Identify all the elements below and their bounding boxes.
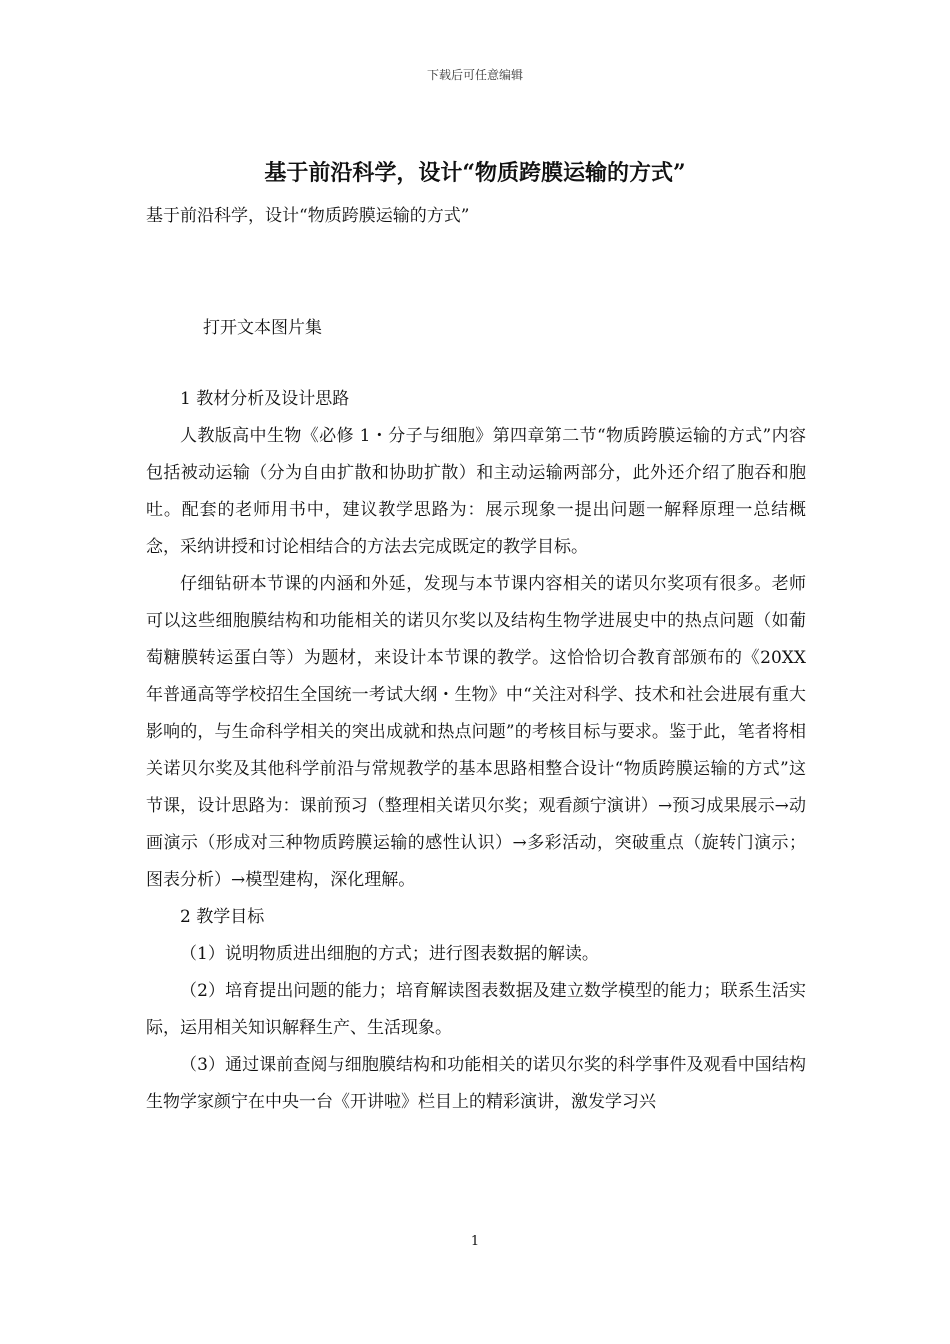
- section-1-heading: 1 教材分析及设计思路: [180, 389, 350, 409]
- page-number: 1: [470, 1234, 480, 1249]
- header-note: 下载后可任意编辑: [426, 68, 523, 82]
- objective-item-3: （3）通过课前查阅与细胞膜结构和功能相关的诺贝尔奖的科学事件及观看中国结构生物学家颜宁在中央一台《开讲啦》栏目上的精彩演讲，激发学习兴: [146, 1055, 806, 1112]
- document-subtitle: 基于前沿科学，设计“物质跨膜运输的方式”: [146, 206, 470, 226]
- document-body: [146, 381, 806, 1121]
- section-2-heading: 2 教学目标: [180, 907, 265, 927]
- objective-item-1: （1）说明物质进出细胞的方式；进行图表数据的解读。: [180, 944, 599, 964]
- document-title: 基于前沿科学，设计“物质跨膜运输的方式”: [264, 160, 686, 186]
- section-1-paragraph-1: 人教版高中生物《必修 1・分子与细胞》第四章第二节“物质跨膜运输的方式”内容包括被动运输（分为自由扩散和协助扩散）和主动运输两部分，此外还介绍了胞吞和胞吐。配套的老师用书中，建议教学思路为：展示现象一提出问题一解释原理一总结概念，采纳讲授和讨论相结合的方法去完成既定的教学目标。: [146, 426, 806, 557]
- objective-item-2: （2）培育提出问题的能力；培育解读图表数据及建立数学模型的能力；联系生活实际，运用相关知识解释生产、生活现象。: [146, 981, 806, 1038]
- open-image-gallery-link[interactable]: 打开文本图片集: [203, 318, 322, 338]
- section-1-paragraph-2: 仔细钻研本节课的内涵和外延，发现与本节课内容相关的诺贝尔奖项有很多。老师可以这些细胞膜结构和功能相关的诺贝尔奖以及结构生物学进展史中的热点问题（如葡萄糖膜转运蛋白等）为题材，来设计本节课的教学。这恰恰切合教育部颁布的《20XX 年普通高等学校招生全国统一考试大纲・生物》中“关注对科学、技术和社会进展有重大影响的，与生命科学相关的突出成就和热点问题”的考核目标与要求。鉴于此，笔者将相关诺贝尔奖及其他科学前沿与常规教学的基本思路相整合设计“物质跨膜运输的方式”这节课，设计思路为：课前预习（整理相关诺贝尔奖；观看颜宁演讲）→预习成果展示→动画演示（形成对三种物质跨膜运输的感性认识）→多彩活动，突破重点（旋转门演示；图表分析）→模型建构，深化理解。: [146, 574, 806, 890]
